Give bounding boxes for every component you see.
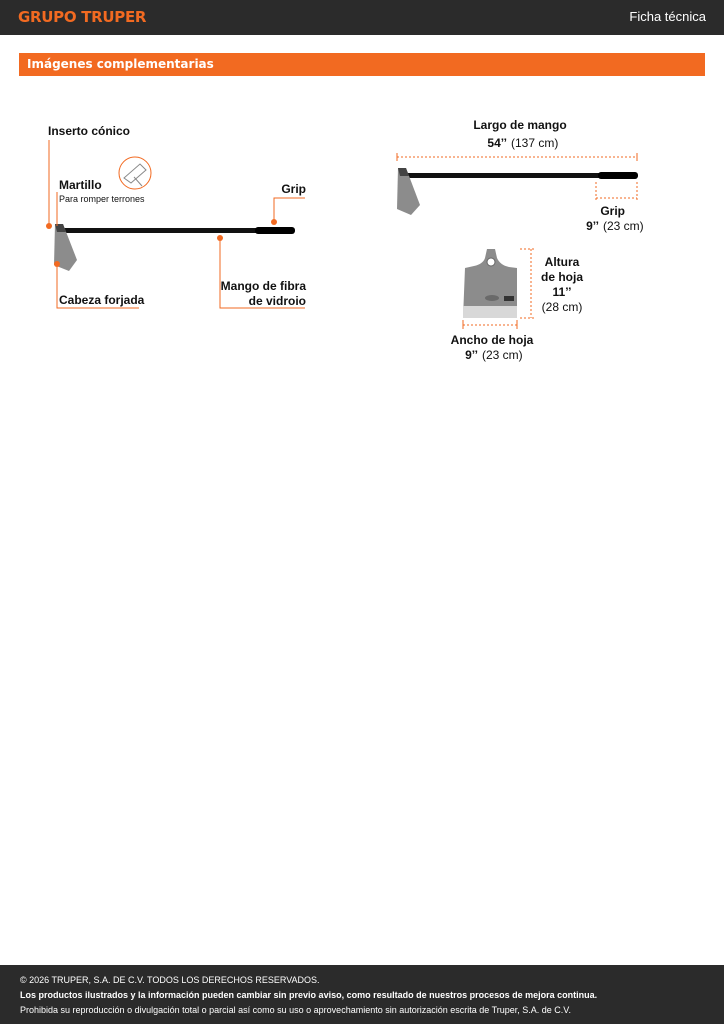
hammer-sublabel: Para romper terrones bbox=[59, 194, 145, 204]
insert-label: Inserto cónico bbox=[48, 124, 131, 138]
dimensions-diagram bbox=[397, 118, 644, 362]
handle-length-label: Largo de mango bbox=[473, 118, 567, 132]
blade-height-label-line1: Altura bbox=[544, 255, 580, 269]
head-label: Cabeza forjada bbox=[59, 293, 145, 307]
blade-width-value: 9’’ bbox=[465, 348, 478, 362]
footer-copyright: © 2026 TRUPER, S.A. DE C.V. TODOS LOS DERECHOS RESERVADOS. bbox=[20, 975, 320, 985]
hammer-icon bbox=[119, 157, 151, 189]
hammer-label: Martillo bbox=[59, 178, 102, 192]
footer-notice: Los productos ilustrados y la información pueden cambiar sin previo aviso, como resultado de nuestros procesos de mejora continua. bbox=[20, 990, 598, 1000]
grip-dim-label: Grip bbox=[600, 204, 625, 218]
brand-logo: GRUPO TRUPER bbox=[18, 8, 147, 26]
blade-height-metric: (28 cm) bbox=[541, 300, 583, 314]
product-diagrams bbox=[0, 0, 724, 400]
handle-length-value: 54’’ bbox=[487, 136, 507, 150]
hoe-grip-dim bbox=[598, 172, 638, 179]
hoe-grip bbox=[255, 227, 295, 234]
footer bbox=[0, 965, 724, 1024]
handle-label-line1: Mango de fibra bbox=[220, 279, 306, 293]
blade-height-value: 11’’ bbox=[552, 285, 572, 299]
blade-width-metric: (23 cm) bbox=[482, 348, 523, 362]
grip-label: Grip bbox=[281, 182, 306, 196]
parts-diagram bbox=[46, 124, 306, 308]
blade-width-label: Ancho de hoja bbox=[450, 333, 534, 347]
blade-height-label-line2: de hoja bbox=[540, 270, 584, 284]
grip-dim-metric: (23 cm) bbox=[603, 219, 644, 233]
grip-dim-value: 9’’ bbox=[586, 219, 599, 233]
footer-legal: Prohibida su reproducción o divulgación total o parcial así como su uso o aprovechamiento sin autorización escrita de Truper, S.A. de C.V. bbox=[20, 1005, 571, 1015]
handle-label-line2: de vidroio bbox=[248, 294, 306, 308]
section-title: Imágenes complementarias bbox=[27, 57, 214, 71]
document-type: Ficha técnica bbox=[629, 9, 706, 24]
blade-front-view bbox=[463, 249, 517, 318]
handle-length-metric: (137 cm) bbox=[511, 136, 559, 150]
